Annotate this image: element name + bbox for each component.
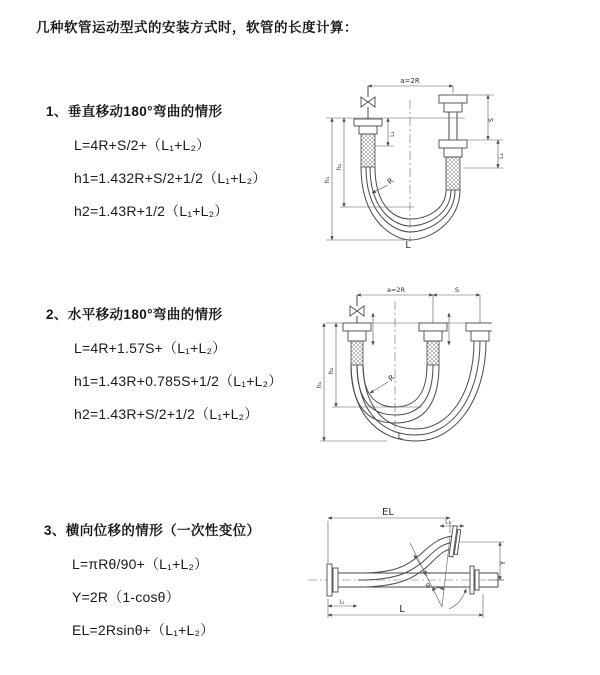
formula-line: L=4R+S/2+（L₁+L₂） — [74, 137, 211, 153]
hose-u-bend — [361, 167, 460, 240]
dim-label-r: R — [386, 372, 397, 384]
dim-label-h2: h₂ — [327, 367, 335, 375]
flange-left — [354, 119, 382, 134]
formula-line: h2=1.43R+S/2+1/2（L₁+L₂） — [74, 406, 259, 422]
formula-line: L=4R+1.57S+（L₁+L₂） — [74, 340, 227, 356]
hose-position-2 — [351, 341, 486, 441]
formula-line: Y=2R（1-cosθ） — [72, 589, 180, 605]
dim-label-l1-left: L₁ — [339, 599, 345, 606]
formula-line: L=πRθ/90+（L₁+L₂） — [72, 556, 209, 572]
dim-label-l: L — [399, 604, 405, 615]
formula-line: h1=1.43R+0.785S+1/2（L₁+L₂） — [74, 373, 283, 389]
diagram-horizontal-180-svg — [312, 283, 492, 445]
dim-label-a2r: a=2R — [386, 286, 406, 294]
section-heading: 3、横向位移的情形（一次性变位） — [44, 523, 261, 538]
dim-label-h1: h₁ — [323, 176, 331, 184]
flange-right-upper — [449, 526, 461, 558]
dim-label-l1-left: L₁ — [389, 131, 396, 137]
valve-icon — [361, 86, 375, 119]
diagram-vertical-180-svg — [310, 72, 510, 250]
formula-line: h2=1.43R+1/2（L₁+L₂） — [74, 203, 229, 219]
formula-line: EL=2Rsinθ+（L₁+L₂） — [72, 622, 215, 638]
dim-s — [433, 286, 480, 323]
dim-label-y: Y — [499, 560, 507, 566]
dim-l1-right — [463, 140, 505, 168]
dim-h2 — [327, 323, 422, 407]
formula-line: h1=1.432R+S/2+1/2（L₁+L₂） — [74, 170, 267, 186]
dim-label-l1-top: L₁ — [445, 518, 451, 526]
dim-el — [328, 507, 450, 563]
diagram-lateral-displacement — [300, 495, 520, 635]
dim-label-h1: h₁ — [315, 381, 323, 389]
diagram-horizontal-180 — [312, 283, 492, 445]
page-title: 几种软管运动型式的安装方式时，软管的长度计算： — [36, 20, 358, 35]
hose-braid-middle — [427, 341, 439, 365]
dim-y — [460, 542, 507, 580]
dim-label-l: L — [405, 240, 411, 250]
dim-label-el: EL — [382, 507, 394, 518]
dim-l1-left — [328, 600, 357, 607]
hose-braid-left — [361, 134, 375, 167]
flange-right — [466, 323, 492, 341]
diagram-lateral-svg — [300, 495, 520, 635]
dim-label-l: L — [397, 432, 403, 441]
section-heading: 1、垂直移动180°弯曲的情形 — [46, 104, 223, 119]
dim-a2r — [368, 77, 453, 93]
section-horizontal-180 — [46, 305, 282, 424]
hose-braid-right — [446, 157, 460, 190]
dim-label-h2: h₂ — [335, 163, 343, 171]
section-heading: 2、水平移动180°弯曲的情形 — [46, 307, 223, 322]
flange-right-bottom — [439, 140, 467, 157]
hose-displaced — [358, 536, 456, 587]
dim-label-theta: θ — [426, 582, 430, 590]
diagram-vertical-180 — [310, 72, 510, 250]
dim-r — [370, 373, 396, 393]
dim-s — [467, 95, 503, 140]
dim-l1-top — [440, 519, 464, 527]
dim-label-a2r: a=2R — [400, 77, 420, 85]
flange-left — [343, 323, 371, 341]
dim-label-s: S — [454, 286, 460, 294]
dim-label-s: S — [487, 117, 495, 123]
valve-icon — [350, 295, 364, 323]
section-lateral-displacement — [44, 521, 260, 640]
dim-label-l1-right: L₁ — [498, 153, 505, 159]
dim-a2r — [357, 286, 433, 295]
dim-label-r: R — [421, 568, 432, 579]
hose-braid-left — [351, 341, 363, 365]
dim-label-r: R — [385, 175, 396, 187]
flange-middle — [419, 323, 447, 341]
flange-right-top — [439, 95, 467, 140]
section-vertical-180 — [46, 102, 266, 221]
